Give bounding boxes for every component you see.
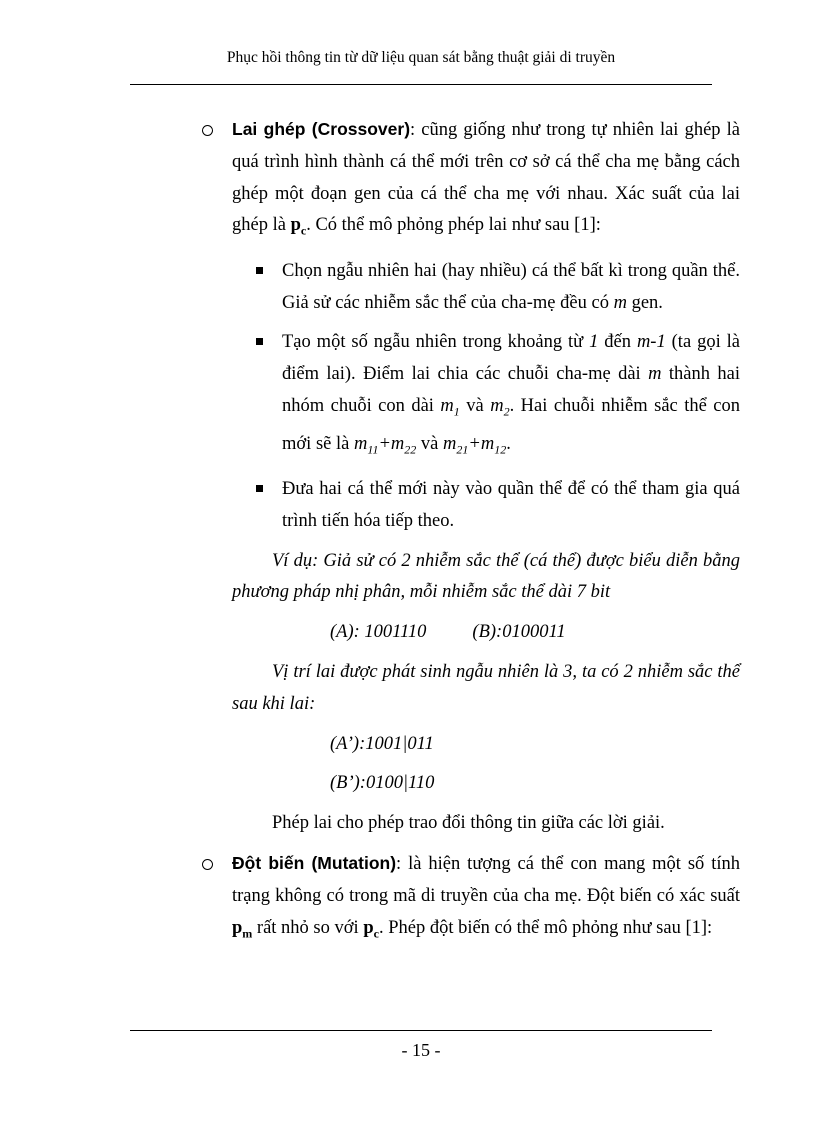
mutation-text-3: . Phép đột biến có thể mô phỏng như sau [1]:: [378, 917, 713, 938]
crossover-text-1: : cũng giống như trong tự nhiên lai ghép là quá trình hình thành cá thể mới trên cơ sở cá thể cha mẹ bằng cách ghép một đoạn gen của cá thể cha mẹ với nhau. Xác suất của lai ghép là: [232, 120, 740, 236]
mutation-text-1: : là hiện tượng cá thể con mang một số tính trạng không có trong mã di truyền của cha mẹ. Đột biến có xác suất: [232, 854, 741, 906]
chromosome-b: (B):0100011: [472, 622, 566, 643]
example-intro: Ví dụ: Giả sử có 2 nhiễm sắc thể (cá thể) được biểu diễn bằng phương pháp nhị phân, mỗi nhiễm sắc thể dài 7 bit: [232, 550, 740, 603]
mutation-section: [200, 848, 740, 950]
crossover-steps: [232, 256, 740, 538]
crossover-term: Lai ghép (Crossover): [232, 119, 411, 139]
header-divider: [130, 84, 712, 85]
page-body: [200, 114, 740, 950]
circle-bullet-icon: [202, 125, 213, 136]
chromosome-a: (A): 1001110: [330, 622, 427, 643]
list-item: Đưa hai cá thể mới này vào quần thể để có thể tham gia quá trình tiến hóa tiếp theo.: [232, 474, 740, 538]
footer-divider: [130, 1030, 712, 1031]
example-chromosomes: [330, 617, 740, 649]
crossover-position-text: Vị trí lai được phát sinh ngẫu nhiên là 3, ta có 2 nhiễm sắc thể sau khi lai:: [232, 662, 740, 714]
pc-symbol: $p_c$: [290, 215, 307, 239]
mutation-term: Đột biến (Mutation): [232, 853, 397, 873]
list-item: Chọn ngẫu nhiên hai (hay nhiều) cá thể bất kì trong quần thể. Giả sử các nhiễm sắc thể của cha-mẹ đều có m gen.: [232, 256, 740, 320]
square-bullet-icon: [256, 338, 263, 345]
square-bullet-icon: [256, 267, 263, 274]
result-b: (B’):0100|110: [330, 773, 435, 794]
result-a: (A’):1001|011: [330, 733, 434, 754]
crossover-section: [200, 114, 740, 538]
page-number: - 15 -: [401, 1040, 441, 1060]
running-header: Phục hồi thông tin từ dữ liệu quan sát bằng thuật giải di truyền: [226, 49, 616, 66]
square-bullet-icon: [256, 485, 263, 492]
mutation-text-2: rất nhỏ so với: [252, 917, 364, 938]
crossover-text-2: . Có thể mô phỏng phép lai như sau [1]:: [306, 215, 601, 236]
crossover-conclusion: Phép lai cho phép trao đổi thông tin giữa các lời giải.: [272, 813, 665, 834]
pc-symbol: $p_c$: [363, 917, 379, 941]
list-item: Tạo một số ngẫu nhiên trong khoảng từ 1 đến m-1 (ta gọi là điểm lai). Điểm lai chia các chuỗi cha-mẹ dài m thành hai nhóm chuỗi con dài $m_1$ và $m_2$. Hai chuỗi nhiễm sắc thể con mới sẽ là $m_{11}+m_{22}$ và $m_{21}+m_{12}$.: [232, 327, 740, 466]
circle-bullet-icon: [202, 859, 213, 870]
pm-symbol: $p_m$: [232, 917, 253, 941]
